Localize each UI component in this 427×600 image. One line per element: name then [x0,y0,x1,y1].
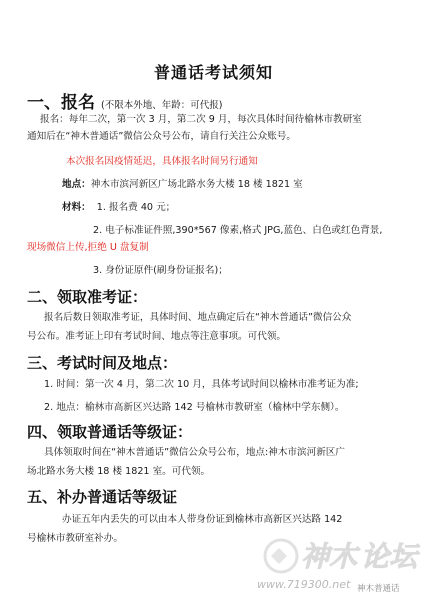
section-4-heading: 四、领取普通话等级证： [27,423,193,441]
section-5-heading: 五、补办普通话等级证 [27,488,178,506]
section-2-heading: 二、领取准考证： [27,288,148,306]
s1-materials [62,201,175,214]
s1-notice: 本次报名因疫情延迟，具体报名时间另行通知 [66,156,258,167]
section-1-note: (不限本外地、年龄：可代报) [101,100,223,111]
s1-paragraph-line-1: 报名：每年二次，第一次 3 月，第二次 9 月，每次具体时间待榆林市教研室 [40,114,362,125]
svg-text:神木: 神木 [301,540,358,573]
s3-line-2: 2. 地点：榆林市高新区兴达路 142 号榆林市教研室（榆林中学东侧）。 [44,402,345,413]
s5-line-1: 办证五年内丢失的可以由本人带身份证到榆林市高新区兴达路 142 [62,514,343,525]
s1-material-2: 2. 电子标准证件照,390*567 像素,格式 JPG,蓝色、白色或红色背景, [93,225,383,236]
section-1-heading [27,88,222,113]
s1-paragraph-line-2: 通知后在“神木普通话”微信公众号公布，请自行关注公众账号。 [27,131,296,142]
s1-material-2-red: 现场微信上传,拒绝 U 盘复制 [27,242,149,253]
s5-line-2: 号榆林市教研室补办。 [27,533,123,544]
svg-text:论坛: 论坛 [361,540,418,573]
section-3-heading: 三、考试时间及地点： [27,354,178,372]
s1-place-label: 地点： [62,179,91,190]
watermark-site-url: www.719300.net [257,578,351,591]
s2-line-2: 号公布。准考证上印有考试时间、地点等注意事项。可代领。 [27,331,287,342]
s4-line-1: 具体领取时间在“神木普通话”微信公众号公布，地点:神木市滨河新区广 [44,447,345,458]
s1-material-3: 3. 身份证原件(刷身份证报名)； [93,265,228,276]
site-watermark [253,526,423,596]
s1-place-value: 神木市滨河新区广场北路水务大楼 18 楼 1821 室 [90,179,303,190]
s2-line-1: 报名后数日领取准考证，具体时间、地点确定后在“神木普通话”微信公众 [44,312,352,323]
section-1-title: 一、报名 [27,93,95,113]
watermark-brand: 神木普通话 [357,584,400,594]
s1-place [62,178,303,191]
document-title: 普通话考试须知 [153,63,273,82]
s1-materials-label: 材料： [62,202,91,213]
s1-material-1: 1. 报名费 40 元； [96,202,176,213]
s3-line-1: 1. 时间：第一次 4 月，第二次 10 月，具体考试时间以榆林市准考证为准; [44,379,359,390]
s4-line-2: 场北路水务大楼 18 楼 1821 室。可代领。 [27,466,211,477]
